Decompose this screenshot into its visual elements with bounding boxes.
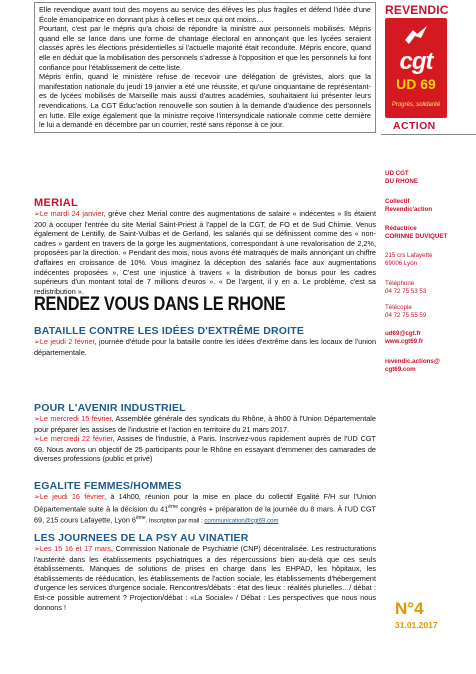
merial-title: MERIAL	[34, 197, 78, 209]
contact-email-link[interactable]: cgt69.com	[385, 366, 416, 373]
rendez-vous-title: RENDEZ VOUS DANS LE RHONE	[34, 294, 286, 315]
sidebar	[381, 0, 476, 674]
cgt-bird-logo	[385, 18, 447, 118]
telecopie	[385, 304, 475, 320]
telephone	[385, 280, 475, 296]
intro-box	[34, 2, 376, 133]
org-line: UD CGT	[385, 170, 409, 177]
event-body: , Assemblée générale des syndicats du Rhône, à 9h00 à l'Union Départementale pour préparer les assises de l'industrie et l'action en territoire du 21 mars 2017.	[34, 414, 376, 434]
collectif-line: Collectif	[385, 198, 410, 205]
collectif-line: Revendic'action	[385, 206, 433, 213]
intro-paragraph-1: Elle revendique avant tout des moyens au service des élèves les plus fragiles et défend l'idée d'une École émancipatrice en donnant plus à celles et ceux qui ont moins…	[39, 5, 371, 24]
event-body: , Assises de l'industrie, à Paris. Inscrivez-vous rapidement auprès de l'UD CGT 69. Nous avons un objectif de 25 participants pour le Rhône en essayant d'emmener des camarades de diverses professions (public et privé)	[34, 434, 376, 464]
arrow-bullet-icon: ➢	[34, 416, 40, 423]
arrow-bullet-icon: ➢	[34, 546, 40, 553]
logo-cgt-text: cgt	[399, 48, 433, 75]
merial-body: , grève chez Merial contre des augmentations de salaire « indécentes » Ils étaient 200 à occuper l'entrée du site Merial Saint-Priest à l'appel de la CGT, de FO et de Sud Chimie. Venus également de Lentilly, de Saint-Vulbas et de Gerland, les salariés qui se définissent comme des « non-cadres » gardent en travers de la gorge les augmentations, correspondant à une revalorisation de 2,2%, proposées par la direction. « Pendant des mois, nous avons été matraqués de mails annonçant un chiffre d'affaires en croissance de 10%. Vous imaginez la déception des salariés face aux augmentations indécentes proposées », C'est une injustice à travers « la distribution de bonus pour les cadres supérieurs d'un montant total de 7 millions d'euros ». « De l'argent, il y en a. Le problème, c'est sa redistribution ».	[34, 209, 376, 296]
section-title: BATAILLE CONTRE LES IDÉES D'EXTRÊME DROITE	[34, 325, 305, 337]
merial-date: Le mardi 24 janvier	[39, 209, 104, 218]
ud-email-link[interactable]: ud69@cgt.fr	[385, 330, 421, 337]
fax-number: 04 72 75 55 59	[385, 312, 427, 319]
address-line: 69006 Lyon	[385, 260, 418, 267]
issue-date: 31.01.2017	[395, 620, 438, 630]
arrow-bullet-icon: ➢	[34, 436, 40, 444]
bird-icon	[403, 24, 429, 46]
section-text	[34, 434, 376, 464]
event-date: Le mercredi 22 février	[39, 434, 113, 444]
telephone-label: Téléphone	[385, 280, 415, 287]
section-psy-vinatier	[34, 532, 376, 612]
event-body: congrès + préparation de la journée du 8 mars. À l'UD CGT 69, 215 cours Lafayette, Lyon 6	[34, 504, 376, 525]
redactrice	[385, 225, 475, 241]
main-column	[34, 0, 376, 674]
section-text	[34, 337, 376, 357]
section-text	[34, 414, 376, 434]
revendic-header: REVENDIC	[385, 3, 449, 17]
fax-label: Télécopie	[385, 304, 412, 311]
arrow-bullet-icon: ➢	[34, 339, 40, 346]
superscript: ème	[135, 514, 146, 521]
address-line: 215 crs Lafayette	[385, 252, 433, 259]
contact-email-link[interactable]: revendic.actions@	[385, 358, 440, 365]
event-body: . Inscription par mail :	[145, 518, 205, 525]
action-header: ACTION	[393, 120, 436, 132]
event-body: , journée d'étude pour la bataille contre les idées d'extrême dans les locaux de l'union départementale.	[34, 337, 376, 357]
section-text	[34, 492, 376, 527]
divider	[381, 134, 476, 135]
event-body: , à 14h00, réunion pour la mise en place du collectif Egalité F/H sur l'Union Départementale suite à la décision du 41	[34, 492, 376, 514]
logo-tagline: Progrès, solidarité	[391, 102, 441, 108]
collectif	[385, 198, 475, 214]
section-extreme-droite	[34, 325, 376, 357]
intro-paragraph-3: Mépris enfin, quand le ministère refuse de recevoir une délégation de grévistes, alors que la manifestation nationale du jeudi 19 janvier a été une réussite, et qu'une cinquantaine de représentant-es de lycées mobilisés de Marseille mais aussi d'autres académies, souhaitaient lui présenter leurs revendications. La CGT Éduc'action renouvelle son soutien à la demande d'audience des personnels en lutte. Elle exige également que la ministre reçoive l'intersyndicale nationale comme cette dernière le lui a demandé en décembre par un courrier, resté sans réponse à ce jour.	[39, 72, 371, 130]
event-date: Le jeudi 16 février	[39, 492, 105, 501]
section-egalite	[34, 480, 376, 527]
superscript: ème	[168, 503, 179, 510]
org-name	[385, 170, 475, 186]
section-title: EGALITE FEMMES/HOMMES	[34, 480, 182, 492]
event-body: , Commission Nationale de Psychiatrie (CNP) décentralisée. Les restructurations l'austérité dans les établissements psychiatriques a des répercussions bien au-delà que ces seuls établissements. Manques de solutions de prises en charge dans les EHPAD, les hôpitaux, les établissements de rééducation, les établissements de l'action sociale, les établissements d'hébergement d'urgence les services d'urgence sociale. Rencontres/débats : état des lieux : réalités plurielles…/ débat : Est-ce possible autrement ? Projection/débat : «La Sociale» / Débat : Les perspectives que nous nous donnons !	[34, 544, 376, 612]
event-date: Le jeudi 2 février	[39, 337, 95, 346]
web-contacts	[385, 330, 475, 346]
arrow-bullet-icon: ➢	[34, 211, 40, 218]
merial-text	[34, 209, 376, 296]
section-avenir-industriel	[34, 402, 376, 464]
event-date: Le mercredi 15 février	[39, 414, 112, 423]
redactrice-name: CORINNE DUVIQUET	[385, 233, 448, 240]
event-date: Les 15 16 et 17 mars	[39, 544, 112, 553]
intro-paragraph-2: Pourtant, c'est par le mépris qu'a choisi de répondre la ministre aux personnels mobilisés. Mépris quand elle se lance dans une forme de chantage électoral en annonçant que les lycées seraient classés après les élections présidentielles si l'actuelle majorité était reconduite. Mépris encore, quand elle en déduit que la mobilisation des personnels s'adresse à l'opposition et que les personnels lui font confiance pour l'établissement de cette liste.	[39, 24, 371, 72]
logo-ud-text: UD 69	[396, 76, 436, 92]
merial-section	[34, 197, 376, 296]
website-link[interactable]: www.cgt69.fr	[385, 338, 424, 345]
revendic-contact	[385, 358, 475, 374]
redactrice-label: Rédactrice	[385, 225, 417, 232]
section-text	[34, 544, 376, 612]
email-link[interactable]: communication@cgt69.com	[204, 518, 279, 525]
telephone-number: 04 72 75 53 53	[385, 288, 427, 295]
section-title: POUR L'AVENIR INDUSTRIEL	[34, 402, 186, 414]
org-line: DU RHONE	[385, 178, 419, 185]
issue-number: N°4	[395, 599, 424, 618]
address	[385, 252, 475, 268]
arrow-bullet-icon: ➢	[34, 494, 40, 501]
section-title: LES JOURNEES DE LA PSY AU VINATIER	[34, 532, 249, 544]
